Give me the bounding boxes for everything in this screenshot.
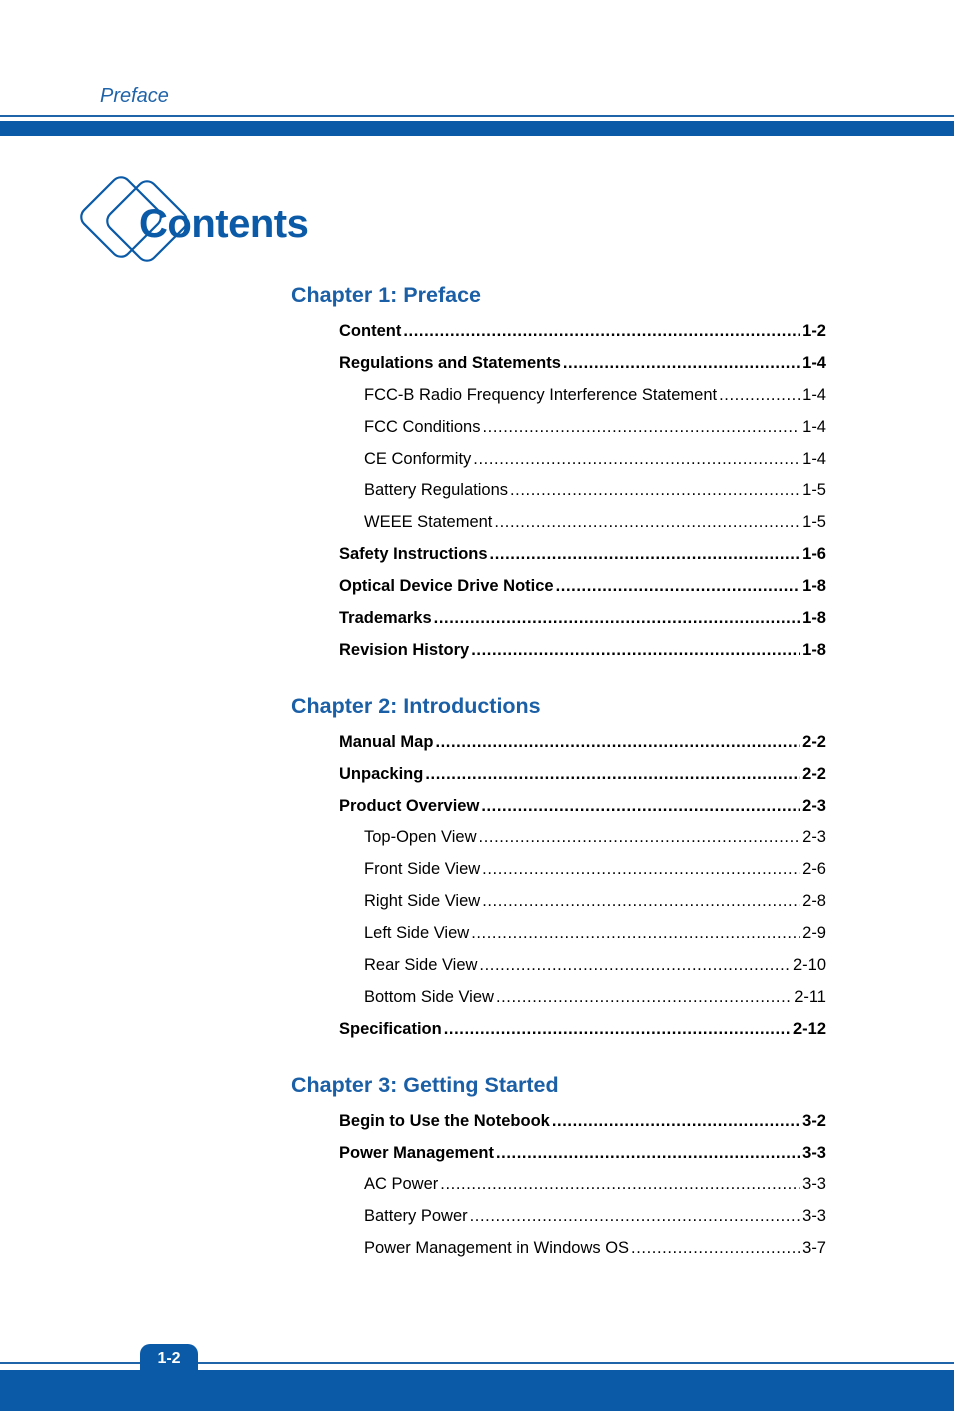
toc-entry-page: 1-4 xyxy=(802,353,826,372)
toc-entry-title: Specification xyxy=(339,1019,442,1038)
toc-entry-title: Unpacking xyxy=(339,764,424,783)
toc-leader-dots xyxy=(470,1201,801,1233)
toc-entry-title: Rear Side View xyxy=(364,956,478,975)
toc-entry[interactable] xyxy=(291,727,826,759)
toc-entry[interactable] xyxy=(291,1169,826,1201)
toc-leader-dots xyxy=(490,539,801,571)
toc-entry-page: 1-5 xyxy=(802,481,826,500)
header-section-label: Preface xyxy=(100,85,169,107)
toc-entry[interactable] xyxy=(291,412,826,444)
toc-entry-title: Battery Regulations xyxy=(364,481,508,500)
toc-entry-title: CE Conformity xyxy=(364,449,472,468)
toc-leader-dots xyxy=(719,380,800,412)
toc-entry[interactable] xyxy=(291,950,826,982)
toc-entry[interactable] xyxy=(291,635,826,667)
toc-entry[interactable] xyxy=(291,822,826,854)
toc-entry-page: 2-3 xyxy=(802,828,826,847)
toc-entry-title: Bottom Side View xyxy=(364,987,494,1006)
toc-entry-page: 3-3 xyxy=(802,1207,826,1226)
toc-entry-page: 1-2 xyxy=(802,322,826,340)
toc-entry-page: 3-2 xyxy=(802,1111,826,1130)
toc-entry-page: 2-12 xyxy=(792,1019,826,1038)
toc-entry[interactable] xyxy=(291,348,826,380)
page-number: 1-2 xyxy=(157,1350,181,1367)
toc-entry[interactable] xyxy=(291,316,826,348)
toc-entry-page: 2-2 xyxy=(802,732,826,751)
toc-entry-title: Safety Instructions xyxy=(339,545,488,564)
toc-entry-title: FCC-B Radio Frequency Interference Statement xyxy=(364,385,718,404)
toc-entry-page: 1-8 xyxy=(802,640,826,659)
toc-entry[interactable] xyxy=(291,982,826,1014)
toc-leader-dots xyxy=(556,571,801,603)
toc-entry[interactable] xyxy=(291,444,826,476)
toc-entry-page: 3-3 xyxy=(802,1143,826,1162)
toc-entry-page: 1-8 xyxy=(802,609,826,628)
toc-entry-page: 2-11 xyxy=(794,987,826,1006)
header-rule xyxy=(0,115,954,117)
toc-entry-title: Top-Open View xyxy=(364,828,477,847)
toc-entry-title: Power Management in Windows OS xyxy=(364,1239,630,1258)
toc-leader-dots xyxy=(479,822,801,854)
toc-entry-title: AC Power xyxy=(364,1175,439,1194)
toc-entry[interactable] xyxy=(291,507,826,539)
toc-leader-dots xyxy=(440,1169,800,1201)
toc-entry-page: 2-3 xyxy=(802,796,826,815)
header-bar xyxy=(0,121,954,136)
toc-entry[interactable] xyxy=(291,886,826,918)
toc-entry[interactable] xyxy=(291,475,826,507)
toc-entry-page: 2-2 xyxy=(802,764,826,783)
toc-entry-title: Battery Power xyxy=(364,1207,468,1226)
toc-entry-page: 2-9 xyxy=(802,924,826,943)
toc-entry-title: Trademarks xyxy=(339,609,432,628)
toc-entry-title: Regulations and Statements xyxy=(339,353,561,372)
toc-entry-page: 1-4 xyxy=(802,417,826,436)
toc-entry[interactable] xyxy=(291,571,826,603)
toc-entry[interactable] xyxy=(291,1138,826,1170)
toc-entry-title: Power Management xyxy=(339,1143,494,1162)
toc-entry[interactable] xyxy=(291,380,826,412)
toc-entry[interactable] xyxy=(291,1014,826,1046)
toc-entry[interactable] xyxy=(291,791,826,823)
toc-entry-title: Right Side View xyxy=(364,892,481,911)
toc-entry[interactable] xyxy=(291,759,826,791)
toc-leader-dots xyxy=(425,759,800,791)
toc-leader-dots xyxy=(631,1233,800,1265)
toc-entry[interactable] xyxy=(291,918,826,950)
toc-entry-page: 1-4 xyxy=(802,385,826,404)
toc-entry-page: 3-7 xyxy=(802,1239,826,1258)
toc-entry-page: 2-6 xyxy=(802,860,826,879)
toc-leader-dots xyxy=(435,727,800,759)
toc-entry[interactable] xyxy=(291,539,826,571)
toc-entry-title: Begin to Use the Notebook xyxy=(339,1111,550,1130)
toc-entry-title: Optical Device Drive Notice xyxy=(339,577,554,596)
toc-entry[interactable] xyxy=(291,854,826,886)
toc-leader-dots xyxy=(563,348,800,380)
toc-leader-dots xyxy=(471,635,800,667)
toc-entry-title: Product Overview xyxy=(339,796,480,815)
chapter-heading: Chapter 3: Getting Started xyxy=(291,1072,559,1097)
toc-entry-page: 1-4 xyxy=(802,449,826,468)
toc-leader-dots xyxy=(494,507,800,539)
toc-entry-title: Left Side View xyxy=(364,924,470,943)
toc-entry-page: 1-8 xyxy=(802,577,826,596)
toc-leader-dots xyxy=(482,412,800,444)
toc-entry-title: Front Side View xyxy=(364,860,481,879)
toc-entry-page: 2-8 xyxy=(802,892,826,911)
toc-entry-page: 2-10 xyxy=(792,956,826,975)
toc-leader-dots xyxy=(482,854,800,886)
toc-entry-title: WEEE Statement xyxy=(364,513,493,532)
toc-leader-dots xyxy=(496,1138,800,1170)
toc-leader-dots xyxy=(444,1014,791,1046)
toc-leader-dots xyxy=(479,950,791,982)
toc-entry-title: FCC Conditions xyxy=(364,417,481,436)
chapter-heading: Chapter 1: Preface xyxy=(291,283,481,307)
toc-entry-page: 3-3 xyxy=(802,1175,826,1194)
toc-entry-page: 1-5 xyxy=(802,513,826,532)
toc-entry-page: 1-6 xyxy=(802,545,826,564)
toc-leader-dots xyxy=(510,475,800,507)
toc-entry-title: Manual Map xyxy=(339,732,434,751)
toc-leader-dots xyxy=(496,982,792,1014)
toc-entry[interactable] xyxy=(291,1106,826,1138)
page-title: Contents xyxy=(139,202,309,246)
toc-leader-dots xyxy=(482,886,800,918)
toc-leader-dots xyxy=(552,1106,800,1138)
toc-entry[interactable] xyxy=(291,1201,826,1233)
chapter-heading: Chapter 2: Introductions xyxy=(291,693,541,718)
toc-leader-dots xyxy=(471,918,800,950)
toc-leader-dots xyxy=(434,603,800,635)
toc-entry[interactable] xyxy=(291,603,826,635)
toc-entry[interactable] xyxy=(291,1233,826,1265)
toc-leader-dots xyxy=(473,444,800,476)
toc-entry-title: Content xyxy=(339,322,402,340)
table-of-contents xyxy=(291,280,826,1265)
toc-leader-dots xyxy=(481,791,800,823)
toc-entry-title: Revision History xyxy=(339,640,470,659)
toc-leader-dots xyxy=(403,316,800,348)
